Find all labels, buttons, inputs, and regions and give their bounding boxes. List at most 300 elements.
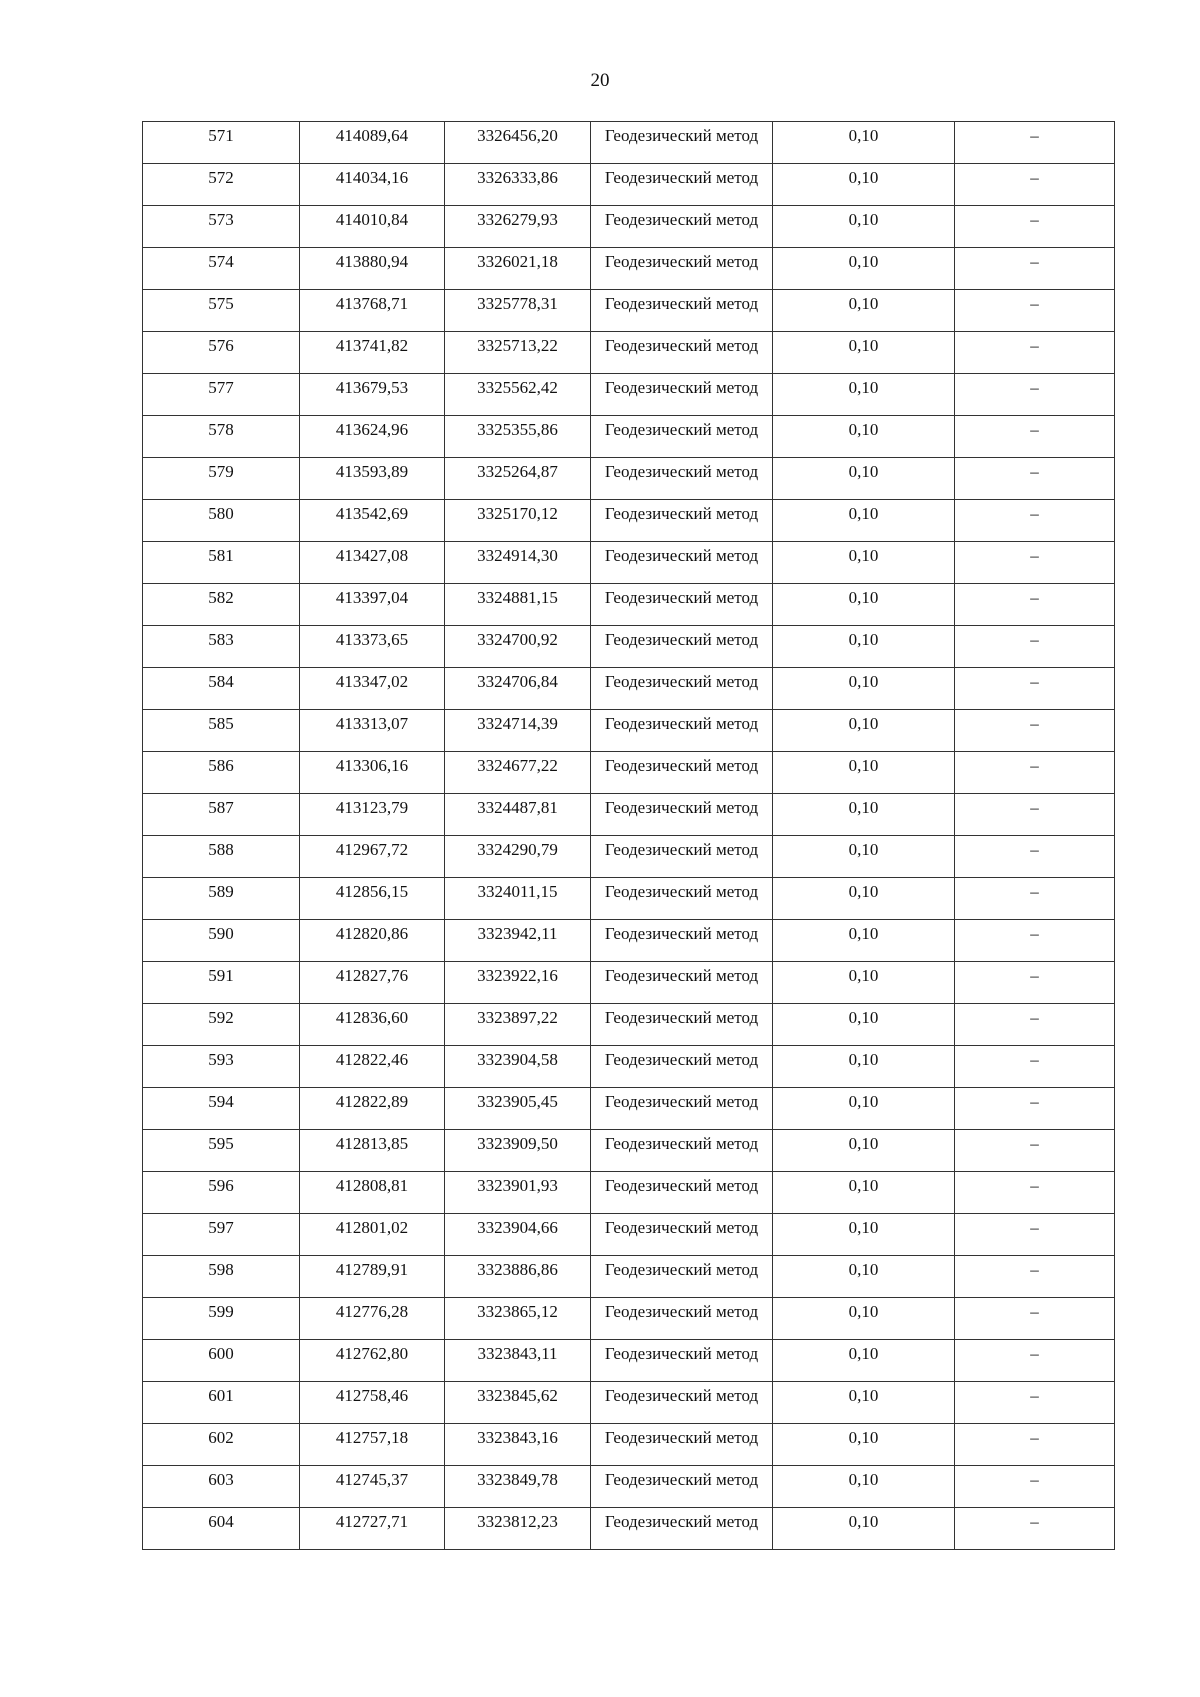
point-number-text: 588 [208,840,234,859]
y-coordinate-text: 3323845,62 [477,1386,558,1405]
description-cell [955,122,1115,164]
method-cell [591,1004,773,1046]
point-number-text: 589 [208,882,234,901]
point-number-cell [143,332,300,374]
description-text: – [1030,1512,1039,1531]
point-number-text: 600 [208,1344,234,1363]
table-row [143,1340,1115,1382]
table-body [143,122,1115,1550]
method-text: Геодезический метод [604,1470,759,1489]
accuracy-cell [773,626,955,668]
description-cell [955,206,1115,248]
description-cell [955,1004,1115,1046]
x-coordinate-text: 412820,86 [335,924,409,943]
method-cell [591,290,773,332]
accuracy-text: 0,10 [848,210,879,229]
y-coordinate-text: 3324487,81 [477,798,558,817]
point-number-cell [143,1130,300,1172]
method-text: Геодезический метод [604,252,759,271]
table-row [143,962,1115,1004]
x-coordinate-text: 413741,82 [335,336,409,355]
description-text: – [1030,210,1039,229]
x-coordinate-cell [300,1340,445,1382]
table-row [143,1466,1115,1508]
description-cell [955,458,1115,500]
y-coordinate-cell [445,164,591,206]
point-number-cell [143,1340,300,1382]
x-coordinate-cell [300,1466,445,1508]
point-number-cell [143,1382,300,1424]
point-number-text: 599 [208,1302,234,1321]
x-coordinate-text: 412808,81 [335,1176,409,1195]
point-number-text: 583 [208,630,234,649]
point-number-cell [143,248,300,290]
point-number-text: 580 [208,504,234,523]
x-coordinate-cell [300,878,445,920]
y-coordinate-cell [445,836,591,878]
method-cell [591,794,773,836]
description-cell [955,752,1115,794]
description-cell [955,1130,1115,1172]
point-number-text: 597 [208,1218,234,1237]
method-text: Геодезический метод [604,1386,759,1405]
point-number-text: 581 [208,546,234,565]
description-text: – [1030,1386,1039,1405]
x-coordinate-text: 412789,91 [335,1260,409,1279]
y-coordinate-cell [445,122,591,164]
table-row [143,836,1115,878]
x-coordinate-text: 412801,02 [335,1218,409,1237]
point-number-cell [143,206,300,248]
accuracy-cell [773,416,955,458]
y-coordinate-cell [445,920,591,962]
accuracy-cell [773,752,955,794]
accuracy-cell [773,920,955,962]
description-text: – [1030,1218,1039,1237]
accuracy-text: 0,10 [848,1050,879,1069]
accuracy-cell [773,500,955,542]
description-cell [955,920,1115,962]
y-coordinate-text: 3325264,87 [477,462,558,481]
point-number-text: 592 [208,1008,234,1027]
accuracy-text: 0,10 [848,1302,879,1321]
y-coordinate-text: 3325355,86 [477,420,558,439]
method-text: Геодезический метод [604,588,759,607]
y-coordinate-text: 3325778,31 [477,294,558,313]
description-cell [955,416,1115,458]
y-coordinate-cell [445,416,591,458]
method-cell [591,1256,773,1298]
method-cell [591,1046,773,1088]
point-number-cell [143,500,300,542]
description-cell [955,1172,1115,1214]
method-text: Геодезический метод [604,168,759,187]
y-coordinate-cell [445,1298,591,1340]
y-coordinate-text: 3324881,15 [477,588,558,607]
x-coordinate-cell [300,1298,445,1340]
method-cell [591,1382,773,1424]
point-number-text: 598 [208,1260,234,1279]
accuracy-text: 0,10 [848,1428,879,1447]
x-coordinate-text: 413624,96 [335,420,409,439]
point-number-cell [143,164,300,206]
y-coordinate-cell [445,584,591,626]
point-number-text: 602 [208,1428,234,1447]
y-coordinate-cell [445,1382,591,1424]
accuracy-cell [773,1466,955,1508]
table-row [143,1088,1115,1130]
point-number-cell [143,668,300,710]
accuracy-text: 0,10 [848,546,879,565]
accuracy-cell [773,122,955,164]
point-number-cell [143,1508,300,1550]
x-coordinate-text: 413542,69 [335,504,409,523]
y-coordinate-text: 3323909,50 [477,1134,558,1153]
method-cell [591,248,773,290]
point-number-text: 577 [208,378,234,397]
y-coordinate-text: 3324011,15 [477,882,558,901]
y-coordinate-cell [445,1004,591,1046]
description-text: – [1030,1344,1039,1363]
x-coordinate-text: 413427,08 [335,546,409,565]
description-text: – [1030,1008,1039,1027]
description-text: – [1030,756,1039,775]
x-coordinate-text: 412836,60 [335,1008,409,1027]
y-coordinate-text: 3324914,30 [477,546,558,565]
description-cell [955,1508,1115,1550]
x-coordinate-cell [300,668,445,710]
accuracy-cell [773,794,955,836]
point-number-text: 582 [208,588,234,607]
table-row [143,920,1115,962]
method-text: Геодезический метод [604,1134,759,1153]
method-cell [591,920,773,962]
page-number: 20 [590,70,610,91]
accuracy-text: 0,10 [848,588,879,607]
y-coordinate-cell [445,668,591,710]
point-number-cell [143,626,300,668]
x-coordinate-cell [300,710,445,752]
x-coordinate-text: 412757,18 [335,1428,409,1447]
point-number-cell [143,794,300,836]
description-text: – [1030,336,1039,355]
description-text: – [1030,420,1039,439]
accuracy-cell [773,878,955,920]
x-coordinate-text: 412813,85 [335,1134,409,1153]
x-coordinate-cell [300,122,445,164]
y-coordinate-text: 3323905,45 [477,1092,558,1111]
method-cell [591,416,773,458]
method-text: Геодезический метод [604,672,759,691]
point-number-cell [143,1466,300,1508]
method-text: Геодезический метод [604,1344,759,1363]
description-text: – [1030,840,1039,859]
accuracy-cell [773,1340,955,1382]
x-coordinate-text: 414089,64 [335,126,409,145]
y-coordinate-cell [445,458,591,500]
point-number-cell [143,1256,300,1298]
y-coordinate-text: 3325713,22 [477,336,558,355]
description-cell [955,626,1115,668]
description-text: – [1030,378,1039,397]
point-number-cell [143,878,300,920]
description-text: – [1030,882,1039,901]
point-number-cell [143,122,300,164]
y-coordinate-cell [445,710,591,752]
y-coordinate-cell [445,1466,591,1508]
x-coordinate-cell [300,1088,445,1130]
point-number-cell [143,1424,300,1466]
y-coordinate-cell [445,1424,591,1466]
x-coordinate-text: 413313,07 [335,714,409,733]
x-coordinate-cell [300,626,445,668]
method-text: Геодезический метод [604,378,759,397]
method-text: Геодезический метод [604,882,759,901]
accuracy-cell [773,962,955,1004]
y-coordinate-cell [445,1256,591,1298]
method-text: Геодезический метод [604,210,759,229]
y-coordinate-text: 3323942,11 [477,924,558,943]
accuracy-text: 0,10 [848,630,879,649]
description-text: – [1030,966,1039,985]
accuracy-text: 0,10 [848,714,879,733]
accuracy-text: 0,10 [848,798,879,817]
description-text: – [1030,798,1039,817]
accuracy-text: 0,10 [848,462,879,481]
method-text: Геодезический метод [604,798,759,817]
accuracy-text: 0,10 [848,294,879,313]
point-number-cell [143,836,300,878]
method-cell [591,878,773,920]
method-cell [591,122,773,164]
x-coordinate-text: 413880,94 [335,252,409,271]
method-text: Геодезический метод [604,420,759,439]
description-cell [955,164,1115,206]
table-row [143,122,1115,164]
point-number-text: 573 [208,210,234,229]
x-coordinate-cell [300,1004,445,1046]
x-coordinate-text: 412822,46 [335,1050,409,1069]
method-cell [591,1466,773,1508]
method-cell [591,164,773,206]
point-number-text: 575 [208,294,234,313]
description-text: – [1030,588,1039,607]
accuracy-text: 0,10 [848,1008,879,1027]
accuracy-cell [773,332,955,374]
point-number-cell [143,1214,300,1256]
accuracy-cell [773,584,955,626]
description-cell [955,332,1115,374]
point-number-text: 603 [208,1470,234,1489]
accuracy-text: 0,10 [848,126,879,145]
x-coordinate-cell [300,458,445,500]
x-coordinate-text: 413397,04 [335,588,409,607]
accuracy-cell [773,668,955,710]
x-coordinate-cell [300,206,445,248]
description-text: – [1030,1092,1039,1111]
x-coordinate-cell [300,332,445,374]
method-text: Геодезический метод [604,1176,759,1195]
point-number-text: 584 [208,672,234,691]
description-cell [955,542,1115,584]
table-row [143,332,1115,374]
point-number-cell [143,710,300,752]
accuracy-text: 0,10 [848,1512,879,1531]
table-row [143,1004,1115,1046]
coordinates-table [142,121,1115,1550]
table-row [143,878,1115,920]
method-cell [591,626,773,668]
method-cell [591,206,773,248]
y-coordinate-cell [445,206,591,248]
method-cell [591,1298,773,1340]
y-coordinate-text: 3324706,84 [477,672,558,691]
method-cell [591,962,773,1004]
description-text: – [1030,546,1039,565]
table-row [143,1214,1115,1256]
description-cell [955,878,1115,920]
description-cell [955,710,1115,752]
method-text: Геодезический метод [604,1092,759,1111]
method-cell [591,1340,773,1382]
method-text: Геодезический метод [604,1218,759,1237]
x-coordinate-cell [300,1382,445,1424]
x-coordinate-cell [300,1508,445,1550]
y-coordinate-cell [445,794,591,836]
y-coordinate-cell [445,1172,591,1214]
x-coordinate-cell [300,1172,445,1214]
method-text: Геодезический метод [604,1512,759,1531]
method-cell [591,374,773,416]
table-row [143,584,1115,626]
accuracy-text: 0,10 [848,882,879,901]
accuracy-text: 0,10 [848,1386,879,1405]
accuracy-text: 0,10 [848,336,879,355]
x-coordinate-cell [300,164,445,206]
accuracy-cell [773,374,955,416]
accuracy-text: 0,10 [848,672,879,691]
accuracy-cell [773,1172,955,1214]
table-row [143,1046,1115,1088]
description-cell [955,1256,1115,1298]
accuracy-text: 0,10 [848,1470,879,1489]
y-coordinate-text: 3323886,86 [477,1260,558,1279]
table-row [143,458,1115,500]
point-number-cell [143,1004,300,1046]
table-row [143,542,1115,584]
y-coordinate-text: 3324290,79 [477,840,558,859]
y-coordinate-cell [445,290,591,332]
point-number-cell [143,752,300,794]
point-number-text: 586 [208,756,234,775]
method-cell [591,836,773,878]
method-text: Геодезический метод [604,1428,759,1447]
accuracy-cell [773,290,955,332]
description-text: – [1030,294,1039,313]
method-text: Геодезический метод [604,462,759,481]
y-coordinate-text: 3326456,20 [477,126,558,145]
accuracy-text: 0,10 [848,840,879,859]
method-text: Геодезический метод [604,336,759,355]
description-text: – [1030,1176,1039,1195]
y-coordinate-text: 3323901,93 [477,1176,558,1195]
x-coordinate-text: 412745,37 [335,1470,409,1489]
x-coordinate-text: 412827,76 [335,966,409,985]
y-coordinate-text: 3325562,42 [477,378,558,397]
y-coordinate-cell [445,332,591,374]
description-cell [955,1424,1115,1466]
accuracy-cell [773,1004,955,1046]
table-row [143,710,1115,752]
y-coordinate-cell [445,1508,591,1550]
x-coordinate-cell [300,1214,445,1256]
description-cell [955,1466,1115,1508]
y-coordinate-text: 3325170,12 [477,504,558,523]
point-number-cell [143,584,300,626]
x-coordinate-cell [300,542,445,584]
table-row [143,668,1115,710]
accuracy-cell [773,1382,955,1424]
x-coordinate-text: 413347,02 [335,672,409,691]
table-row [143,1382,1115,1424]
x-coordinate-cell [300,836,445,878]
point-number-cell [143,1088,300,1130]
table-row [143,794,1115,836]
table-row [143,1508,1115,1550]
x-coordinate-cell [300,1424,445,1466]
accuracy-text: 0,10 [848,1134,879,1153]
point-number-text: 601 [208,1386,234,1405]
table-row [143,290,1115,332]
point-number-cell [143,1298,300,1340]
method-cell [591,332,773,374]
accuracy-text: 0,10 [848,966,879,985]
y-coordinate-cell [445,1214,591,1256]
y-coordinate-text: 3323897,22 [477,1008,558,1027]
y-coordinate-text: 3323904,58 [477,1050,558,1069]
table-row [143,500,1115,542]
method-text: Геодезический метод [604,294,759,313]
y-coordinate-cell [445,626,591,668]
y-coordinate-text: 3326279,93 [477,210,558,229]
x-coordinate-text: 412967,72 [335,840,409,859]
method-cell [591,584,773,626]
point-number-text: 578 [208,420,234,439]
accuracy-cell [773,1214,955,1256]
description-cell [955,500,1115,542]
accuracy-text: 0,10 [848,756,879,775]
accuracy-cell [773,542,955,584]
method-cell [591,458,773,500]
description-text: – [1030,714,1039,733]
description-cell [955,1382,1115,1424]
x-coordinate-text: 412727,71 [335,1512,409,1531]
point-number-cell [143,416,300,458]
description-cell [955,374,1115,416]
y-coordinate-text: 3323812,23 [477,1512,558,1531]
method-text: Геодезический метод [604,714,759,733]
table-row [143,1256,1115,1298]
accuracy-cell [773,164,955,206]
accuracy-text: 0,10 [848,378,879,397]
method-text: Геодезический метод [604,126,759,145]
accuracy-text: 0,10 [848,1218,879,1237]
description-text: – [1030,630,1039,649]
table-row [143,206,1115,248]
description-text: – [1030,1134,1039,1153]
method-text: Геодезический метод [604,1260,759,1279]
accuracy-text: 0,10 [848,1092,879,1111]
